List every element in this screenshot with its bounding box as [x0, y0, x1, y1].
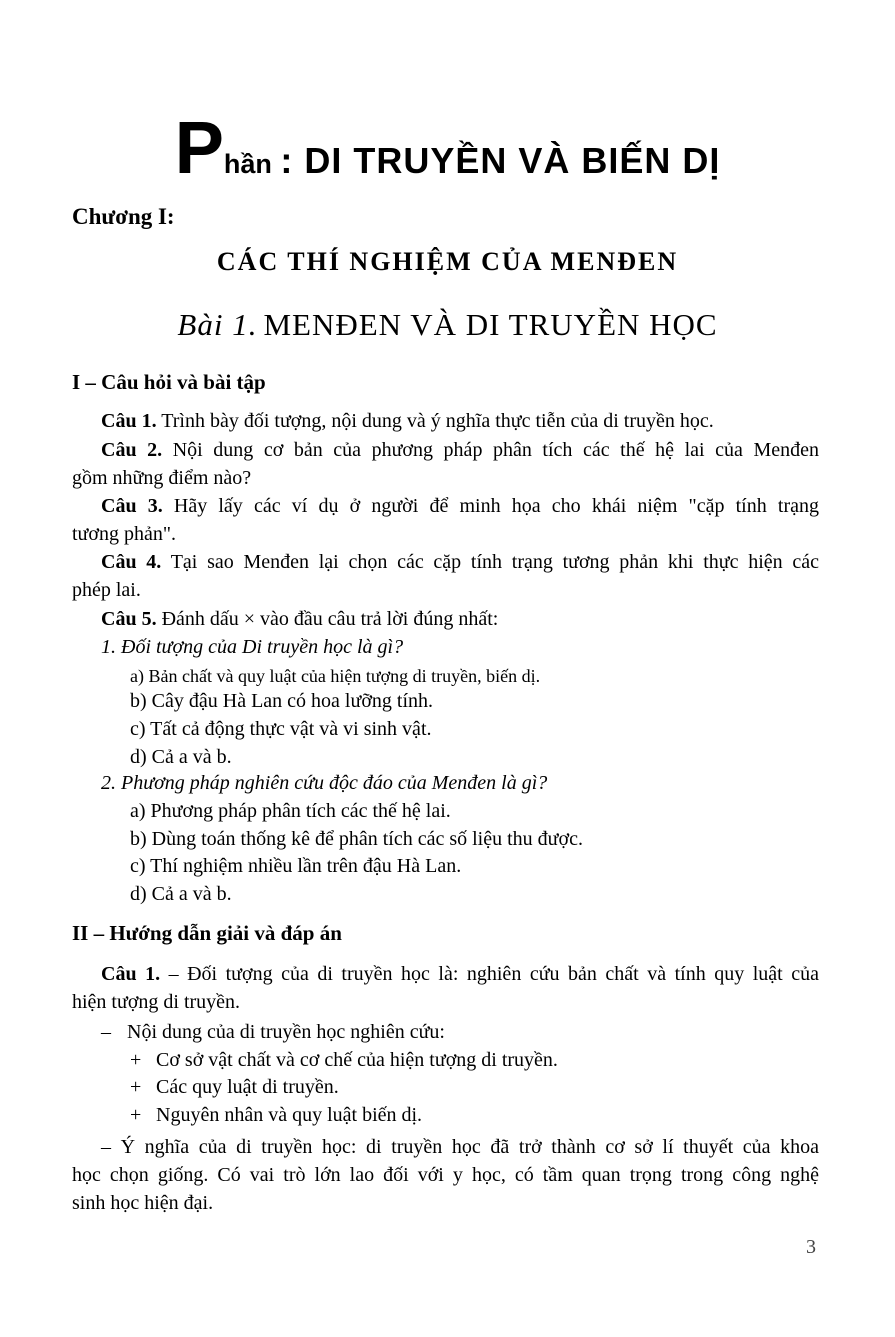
- content-intro-text: Nội dung của di truyền học nghiên cứu:: [127, 1021, 445, 1043]
- mc-question-2: 2. Phương pháp nghiên cứu độc đáo của Menđen là gì?: [101, 772, 548, 794]
- chapter-title: CÁC THÍ NGHIỆM CỦA MENĐEN: [216, 247, 679, 276]
- mc-1-option-a: a) Bản chất và quy luật của hiện tượng di truyền, biến dị.: [130, 666, 541, 686]
- content-intro: [101, 1018, 445, 1046]
- mc-2-option-b: b) Dùng toán thống kê để phân tích các số liệu thu được.: [130, 828, 583, 850]
- mc-2-option-c: c) Thí nghiệm nhiều lần trên đậu Hà Lan.: [130, 855, 462, 877]
- question-3-label: Câu 3.: [101, 495, 163, 517]
- plus-bullet: +: [130, 1049, 142, 1071]
- part-title-small: hần: [223, 149, 272, 179]
- content-item-1-text: Cơ sở vật chất và cơ chế của hiện tượng di truyền.: [156, 1049, 558, 1071]
- question-3-line-1: [101, 492, 819, 520]
- lesson-title: [0, 304, 895, 346]
- meaning-line-3: sinh học hiện đại.: [72, 1192, 214, 1214]
- meaning-line-2: học chọn giống. Có vai trò lớn lao đối với y học, có tầm quan trọng trong công nghệ: [72, 1164, 819, 1186]
- answer-1-line-2: hiện tượng di truyền.: [72, 991, 241, 1013]
- meaning-line-1: – Ý nghĩa của di truyền học: di truyền học đã trở thành cơ sở lí thuyết của khoa: [101, 1136, 819, 1158]
- question-5-label: Câu 5.: [101, 608, 157, 630]
- content-item-1: [130, 1046, 558, 1074]
- chapter-label: Chương I:: [72, 204, 175, 229]
- content-item-3: [130, 1101, 422, 1129]
- question-5: [101, 605, 498, 633]
- lesson-number: Bài 1.: [177, 307, 258, 342]
- question-4-label: Câu 4.: [101, 551, 162, 573]
- mc-2-option-d: d) Cả a và b.: [130, 883, 232, 905]
- answer-1-text: – Đối tượng của di truyền học là: nghiên cứu bản chất và tính quy luật của: [168, 963, 819, 985]
- plus-bullet: +: [130, 1076, 142, 1098]
- question-4-line-2: phép lai.: [72, 579, 141, 601]
- mc-2-option-a: a) Phương pháp phân tích các thế hệ lai.: [130, 800, 451, 822]
- mc-1-option-b: b) Cây đậu Hà Lan có hoa lưỡng tính.: [130, 690, 434, 712]
- mc-1-option-c: c) Tất cả động thực vật và vi sinh vật.: [130, 718, 432, 740]
- question-1: [101, 407, 714, 435]
- part-title: [0, 108, 895, 188]
- page-number: 3: [806, 1236, 816, 1258]
- answer-1-line-1: [101, 960, 819, 988]
- question-2-line-1: [101, 436, 819, 464]
- section-heading-answers: II – Hướng dẫn giải và đáp án: [72, 921, 342, 945]
- plus-bullet: +: [130, 1104, 142, 1126]
- answer-1-label: Câu 1.: [101, 963, 161, 985]
- question-2-line-2: gồm những điểm nào?: [72, 467, 252, 489]
- question-2-text: Nội dung cơ bản của phương pháp phân tích các thế hệ lai của Menđen: [172, 439, 820, 461]
- question-3-text: Hãy lấy các ví dụ ở người để minh họa cho khái niệm "cặp tính trạng: [173, 495, 819, 517]
- question-1-label: Câu 1.: [101, 410, 157, 432]
- mc-question-1: 1. Đối tượng của Di truyền học là gì?: [101, 636, 404, 658]
- question-4-text: Tại sao Menđen lại chọn các cặp tính trạng tương phản khi thực hiện các: [170, 551, 819, 573]
- question-4-line-1: [101, 548, 819, 576]
- question-2-label: Câu 2.: [101, 439, 163, 461]
- part-title-rest: : DI TRUYỀN VÀ BIẾN DỊ: [280, 140, 721, 181]
- dash-bullet: –: [101, 1021, 111, 1043]
- question-3-line-2: tương phản".: [72, 523, 177, 545]
- content-item-2-text: Các quy luật di truyền.: [156, 1076, 339, 1098]
- mc-1-option-d: d) Cả a và b.: [130, 746, 232, 768]
- question-5-text: Đánh dấu × vào đầu câu trả lời đúng nhất:: [161, 608, 499, 630]
- lesson-name: MENĐEN VÀ DI TRUYỀN HỌC: [263, 307, 718, 342]
- part-title-initial: P: [174, 106, 224, 189]
- section-heading-questions: I – Câu hỏi và bài tập: [72, 370, 266, 394]
- question-1-text: Trình bày đối tượng, nội dung và ý nghĩa thực tiễn của di truyền học.: [161, 410, 714, 432]
- content-item-3-text: Nguyên nhân và quy luật biến dị.: [156, 1104, 423, 1126]
- content-item-2: [130, 1073, 339, 1101]
